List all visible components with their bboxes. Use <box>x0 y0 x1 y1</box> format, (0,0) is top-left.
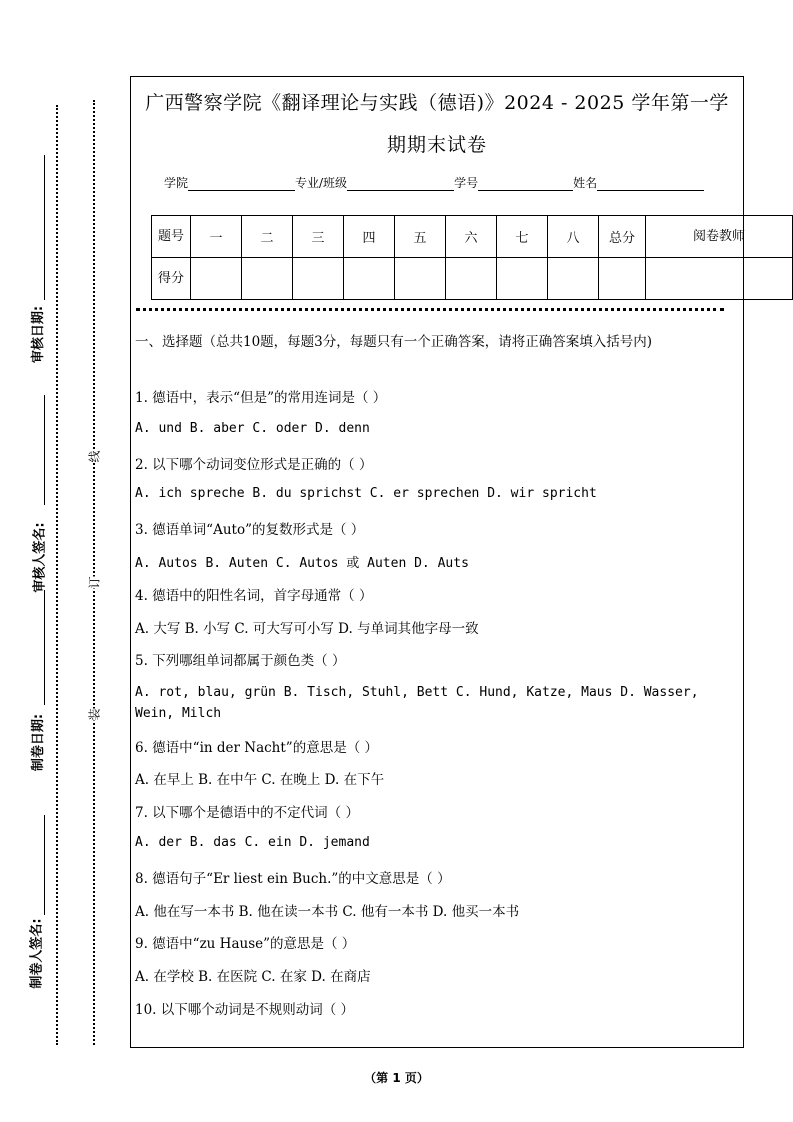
score-table-header-cell: 总分 <box>599 216 646 258</box>
student-id-blank[interactable] <box>478 176 573 191</box>
score-table-row1-label: 题号 <box>152 216 191 258</box>
reviewer-date-line <box>44 155 45 300</box>
question-6: 6. 德语中“in der Nacht”的意思是（ ） <box>135 740 378 756</box>
maker-date-label: 制卷日期: <box>31 713 47 772</box>
major-blank[interactable] <box>347 176 454 191</box>
binding-label-xian: 线 <box>87 450 102 463</box>
question-3: 3. 德语单词“Auto”的复数形式是（ ） <box>135 522 365 538</box>
exam-title-line1: 广西警察学院《翻译理论与实践（德语)》2024 - 2025 学年第一学 <box>145 92 729 114</box>
question-5: 5. 下列哪组单词都属于颜色类（ ） <box>135 653 346 669</box>
answer-options-1: A. und B. aber C. oder D. denn <box>135 421 370 436</box>
field-label-name: 姓名 <box>573 176 598 190</box>
college-blank[interactable] <box>188 176 295 191</box>
score-table-header-cell: 四 <box>344 216 395 258</box>
answer-options-7: A. der B. das C. ein D. jemand <box>135 835 370 850</box>
score-table-row2-label: 得分 <box>152 258 191 300</box>
dotted-separator <box>136 308 724 311</box>
score-cell[interactable] <box>446 258 497 300</box>
score-cell[interactable] <box>191 258 242 300</box>
field-label-major: 专业/班级 <box>295 176 348 190</box>
field-label-student-id: 学号 <box>454 176 479 190</box>
reviewer-cell[interactable] <box>646 258 793 300</box>
section-heading: 一、选择题（总共10题，每题3分，每题只有一个正确答案，请将正确答案填入括号内) <box>135 334 653 350</box>
binding-label-zhuang: 装 <box>87 708 102 721</box>
maker-sign-label: 制卷人签名: <box>29 918 45 989</box>
maker-date-line <box>44 590 45 705</box>
score-cell[interactable] <box>344 258 395 300</box>
name-blank[interactable] <box>597 176 704 191</box>
student-info-row <box>164 174 704 191</box>
score-table <box>151 215 793 300</box>
score-table-header-cell: 七 <box>497 216 548 258</box>
score-table-reviewer-cell: 阅卷教师 <box>646 216 793 258</box>
score-table-header-cell: 八 <box>548 216 599 258</box>
answer-options-3: A. Autos B. Auten C. Autos 或 Auten D. Auts <box>135 556 469 571</box>
score-cell[interactable] <box>242 258 293 300</box>
score-table-header-cell: 二 <box>242 216 293 258</box>
question-7: 7. 以下哪个是德语中的不定代词（ ） <box>135 805 359 821</box>
maker-sign-line <box>44 815 45 915</box>
page-number: （第 1 页） <box>364 1071 429 1085</box>
binding-dotted-line-outer <box>56 105 58 1045</box>
answer-options-9: A. 在学校 B. 在医院 C. 在家 D. 在商店 <box>135 969 371 985</box>
reviewer-sign-line <box>44 395 45 505</box>
question-1: 1. 德语中，表示“但是”的常用连词是（ ） <box>135 390 387 406</box>
question-4: 4. 德语中的阳性名词，首字母通常（ ） <box>135 588 373 604</box>
answer-options-6: A. 在早上 B. 在中午 C. 在晚上 D. 在下午 <box>135 772 385 788</box>
score-table-header-cell: 五 <box>395 216 446 258</box>
score-cell[interactable] <box>497 258 548 300</box>
answer-options-8: A. 他在写一本书 B. 他在读一本书 C. 他有一本书 D. 他买一本书 <box>135 904 520 920</box>
score-cell[interactable] <box>293 258 344 300</box>
question-8: 8. 德语句子“Er liest ein Buch.”的中文意思是（ ） <box>135 871 451 887</box>
question-2: 2. 以下哪个动词变位形式是正确的（ ） <box>135 457 373 473</box>
exam-title-line2: 期期末试卷 <box>386 134 487 156</box>
score-cell[interactable] <box>599 258 646 300</box>
score-table-header-cell: 六 <box>446 216 497 258</box>
field-label-college: 学院 <box>164 176 189 190</box>
score-cell[interactable] <box>548 258 599 300</box>
binding-dotted-line-inner <box>93 100 95 1045</box>
answer-options-4: A. 大写 B. 小写 C. 可大写可小写 D. 与单词其他字母一致 <box>135 621 479 637</box>
reviewer-date-label: 审核日期: <box>31 305 47 364</box>
question-10: 10. 以下哪个动词是不规则动词（ ） <box>135 1002 355 1018</box>
score-table-header-cell: 三 <box>293 216 344 258</box>
question-9: 9. 德语中“zu Hause”的意思是（ ） <box>135 936 356 952</box>
binding-label-ding: 订 <box>87 576 102 589</box>
answer-options-2: A. ich spreche B. du sprichst C. er sprechen D. wir spricht <box>135 486 597 501</box>
answer-options-5: A. rot, blau, grün B. Tisch, Stuhl, Bett C. Hund, Katze, Maus D. Wasser, Wein, Milch <box>135 685 699 721</box>
score-cell[interactable] <box>395 258 446 300</box>
reviewer-sign-label: 审核人签名: <box>32 522 48 593</box>
score-table-header-cell: 一 <box>191 216 242 258</box>
